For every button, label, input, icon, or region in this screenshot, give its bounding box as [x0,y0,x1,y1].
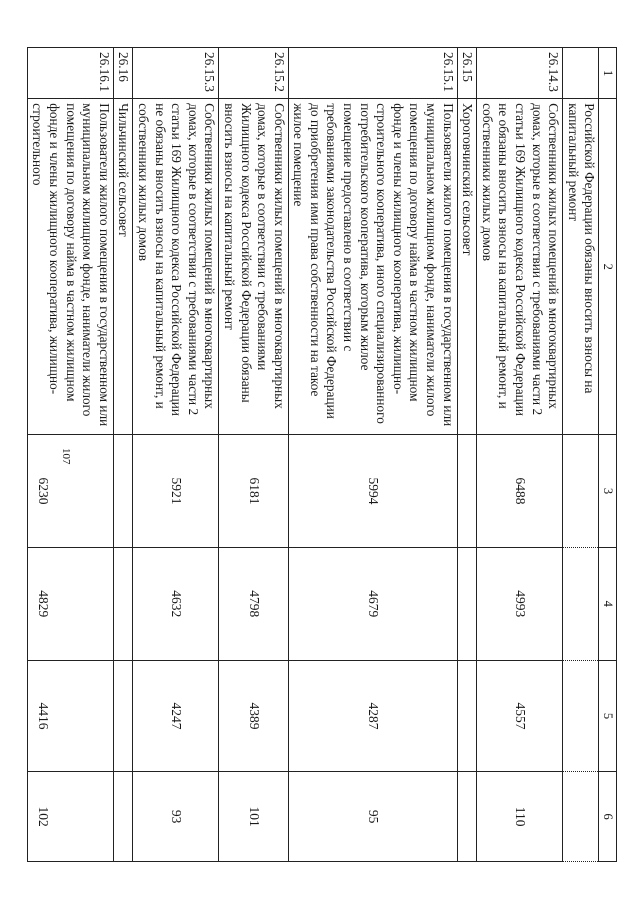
value-col5 [563,660,599,772]
value-col3 [563,435,599,548]
value-col5: 4247 [133,660,219,772]
row-description: Собственники жилых помещений в многоквартирных домах, которые в соответствии с требованиями Жилищного кодекса Российской Федерации обязаны вносить взносы на капитальный ремонт [219,99,288,435]
page-number: 107 [60,448,72,465]
table-row [219,48,288,862]
row-number: 26.15.3 [133,48,219,99]
value-col5 [457,660,477,772]
value-col6 [113,772,133,862]
table-row [27,48,113,862]
row-description: Пользователи жилого помещения в государственном или муниципальном жилищном фонде, наниматели жилого помещения по договору найма в частном жилищном фонде и члены жилищного кооператива, жилищно-строительного кооператива, иного специализированного потребительского кооператива, которым жилое помещение предоставлено в соответствии с требованиями законодательства Российской Федерации до приобретения ими права собственности на такое жилое помещение [288,99,457,435]
value-col3: 5994 [288,435,457,548]
value-col6: 93 [133,772,219,862]
row-description: Российской Федерации обязаны вносить взносы на капитальный ремонт [563,99,599,435]
row-description: Собственники жилых помещений в многоквартирных домах, которые в соответствии с требованиями части 2 статьи 169 Жилищного кодекса Российской Федерации не обязаны вносить взносы на капитальный ремонт, и собственники жилых домов [133,99,219,435]
header-cell-2: 2 [599,99,617,435]
value-col4: 4993 [477,547,563,660]
table-row [477,48,563,862]
value-col3 [457,435,477,548]
value-col4 [113,547,133,660]
value-col4: 4679 [288,547,457,660]
value-col5 [113,660,133,772]
row-number: 26.16 [113,48,133,99]
table-row [457,48,477,862]
value-col6: 110 [477,772,563,862]
value-col3: 6488 [477,435,563,548]
row-number: 26.15.2 [219,48,288,99]
row-number: 26.15 [457,48,477,99]
value-col4 [563,547,599,660]
header-row [599,48,617,862]
header-cell-1: 1 [599,48,617,99]
row-description: Собственники жилых помещений в многоквартирных домах, которые в соответствии с требованиями части 2 статьи 169 Жилищного кодекса Российской Федерации не обязаны вносить взносы на капитальный ремонт, и собственники жилых домов [477,99,563,435]
value-col5: 4287 [288,660,457,772]
value-col6: 95 [288,772,457,862]
value-col3: 5921 [133,435,219,548]
value-col5: 4557 [477,660,563,772]
table-row [113,48,133,862]
table-row [563,48,599,862]
value-col5: 4416 [27,660,113,772]
value-col4: 4829 [27,547,113,660]
row-number: 26.14.3 [477,48,563,99]
value-col4: 4632 [133,547,219,660]
value-col3: 6181 [219,435,288,548]
row-number: 26.15.1 [288,48,457,99]
row-description: Пользователи жилого помещения в государственном или муниципальном жилищном фонде, наниматели жилого помещения по договору найма в частном жилищном фонде и члены жилищного кооператива, жилищно-строительного [27,99,113,435]
value-col6 [563,772,599,862]
value-col4 [457,547,477,660]
header-cell-4: 4 [599,547,617,660]
row-number: 26.16.1 [27,48,113,99]
row-description: Чильчинский сельсовет [113,99,133,435]
header-cell-5: 5 [599,660,617,772]
value-col4: 4798 [219,547,288,660]
row-number [563,48,599,99]
value-col6: 101 [219,772,288,862]
header-cell-3: 3 [599,435,617,548]
table-row [133,48,219,862]
table-row [288,48,457,862]
tariff-table [27,47,617,862]
header-cell-6: 6 [599,772,617,862]
row-description: Хороговчинский сельсовет [457,99,477,435]
value-col3: 6230 [27,435,113,548]
value-col5: 4389 [219,660,288,772]
value-col3 [113,435,133,548]
value-col6 [457,772,477,862]
value-col6: 102 [27,772,113,862]
